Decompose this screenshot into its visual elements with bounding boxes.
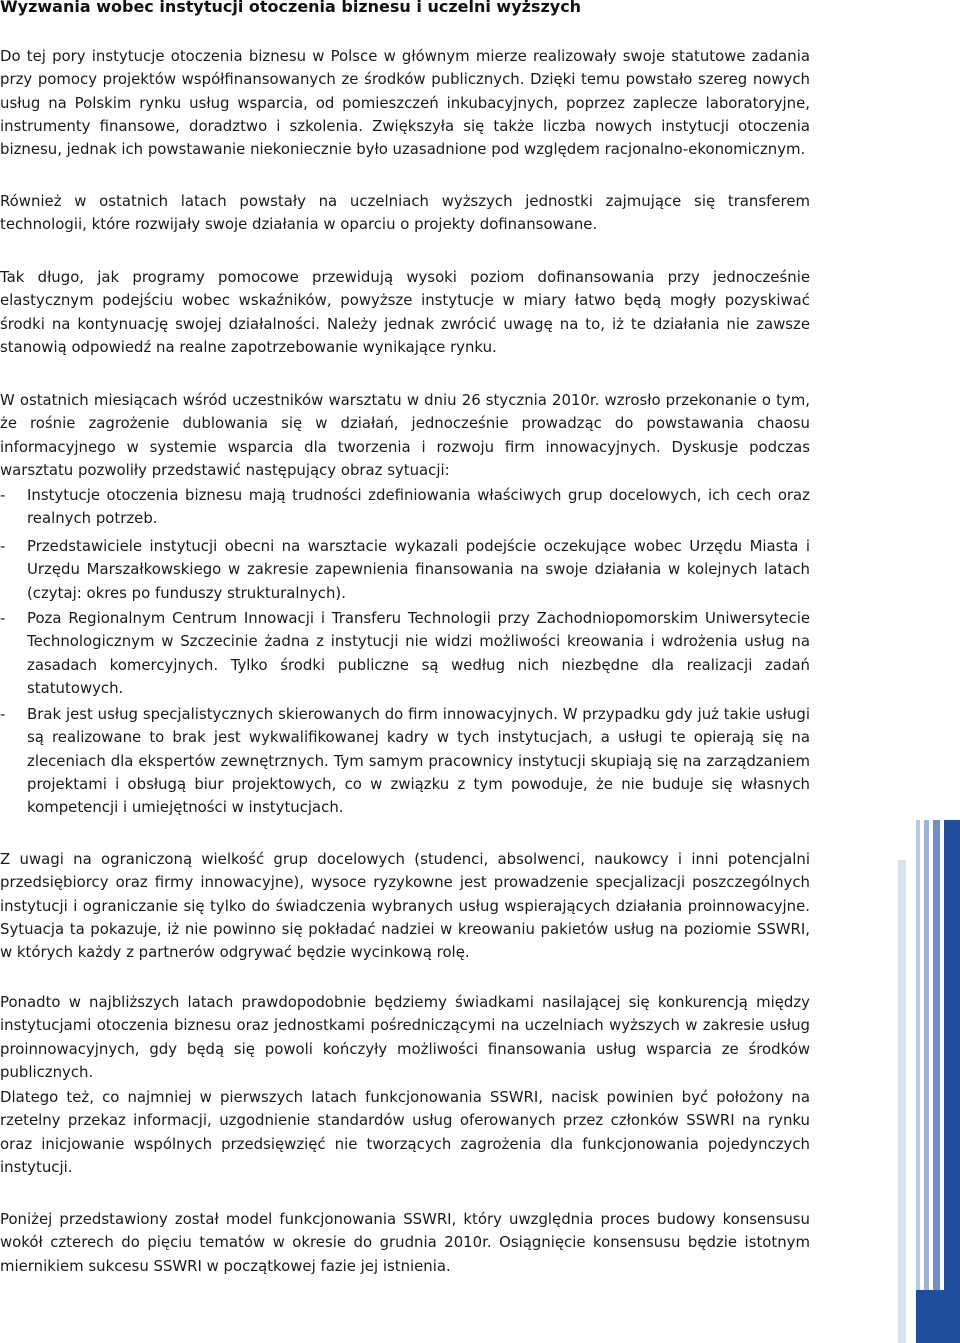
- list-item-text: Przedstawiciele instytucji obecni na warsztacie wykazali podejście oczekujące wobec Urzędu Miasta i Urzędu Marszałkowskiego w zakresie zapewnienia finansowania na swoje działania w kolejnych latach (czytaj: okres po funduszy strukturalnych).: [27, 537, 810, 602]
- list-dash: -: [0, 609, 6, 627]
- list-dash: -: [0, 486, 6, 504]
- page-decoration-bars: [870, 820, 960, 1343]
- list-item: [0, 607, 810, 700]
- list-item-text: Poza Regionalnym Centrum Innowacji i Transferu Technologii przy Zachodniopomorskim Uniwersytecie Technologicznym w Szczecinie żadna z instytucji nie widzi możliwości kreowania i wdrożenia usług na zasadach komercyjnych. Tylko środki publiczne są według nich niezbędne dla realizacji zadań statutowych.: [27, 609, 810, 697]
- list-item: [0, 703, 810, 819]
- paragraph-5: Z uwagi na ograniczoną wielkość grup docelowych (studenci, absolwenci, naukowcy i inni potencjalni przedsiębiorcy oraz firmy innowacyjne), wysoce ryzykowne jest prowadzenie specjalizacji poszczególnych instytucji i ograniczanie się tylko do świadczenia wybranych usług wspierających działania proinnowacyjne. Sytuacja ta pokazuje, iż nie powinno się pokładać nadziei w kreowaniu pakietów usług na poziomie SSWRI, w których każdy z partnerów odgrywać będzie wycinkową rolę.: [0, 850, 810, 962]
- paragraph-6: Ponadto w najbliższych latach prawdopodobnie będziemy świadkami nasilającej się konkurencją między instytucjami otoczenia biznesu oraz jednostkami pośredniczącymi na uczelniach wyższych w zakresie usług proinnowacyjnych, gdy będą się powoli kończyły możliwości finansowania usług wsparcia ze środków publicznych.: [0, 993, 810, 1081]
- section-title: Wyzwania wobec instytucji otoczenia biznesu i uczelni wyższych: [0, 0, 582, 16]
- paragraph-8: Poniżej przedstawiony został model funkcjonowania SSWRI, który uwzględnia proces budowy konsensusu wokół czterech do pięciu tematów w okresie do grudnia 2010r. Osiągnięcie konsensusu będzie istotnym miernikiem sukcesu SSWRI w początkowej fazie jej istnienia.: [0, 1210, 810, 1275]
- list-item: [0, 484, 810, 531]
- paragraph-7: Dlatego też, co najmniej w pierwszych latach funkcjonowania SSWRI, nacisk powinien być położony na rzetelny przekaz informacji, uzgodnienie standardów usług oferowanych przez członków SSWRI na rynku oraz inicjowanie wspólnych przedsięwzięć nie tworzących zagrożenia dla funkcjonowania pojedynczych instytucji.: [0, 1088, 810, 1176]
- list-item: [0, 535, 810, 605]
- list-dash: -: [0, 537, 6, 555]
- paragraph-4: W ostatnich miesiącach wśród uczestników warsztatu w dniu 26 stycznia 2010r. wzrosło przekonanie o tym, że rośnie zagrożenie dublowania się w działań, jednocześnie prowadząc do powstawania chaosu informacyjnego w systemie wsparcia dla tworzenia i rozwoju firm innowacyjnych. Dyskusje podczas warsztatu pozwoliły przedstawić następujący obraz sytuacji:: [0, 391, 810, 479]
- page-number: 11: [861, 1312, 875, 1326]
- list-item-text: Instytucje otoczenia biznesu mają trudności zdefiniowania właściwych grup docelowych, ich cech oraz realnych potrzeb.: [27, 486, 810, 528]
- paragraph-1: Do tej pory instytucje otoczenia biznesu w Polsce w głównym mierze realizowały swoje statutowe zadania przy pomocy projektów współfinansowanych ze środków publicznych. Dzięki temu powstało szereg nowych usług na Polskim rynku usług wsparcia, od pomieszczeń inkubacyjnych, poprzez zaplecze laboratoryjne, instrumenty finansowe, doradztwo i szkolenia. Zwiększyła się także liczba nowych instytucji otoczenia biznesu, jednak ich powstawanie niekoniecznie było uzasadnione pod względem racjonalno-ekonomicznym.: [0, 47, 810, 159]
- paragraph-2: Również w ostatnich latach powstały na uczelniach wyższych jednostki zajmujące się transferem technologii, które rozwijały swoje działania w oparciu o projekty dofinansowane.: [0, 192, 810, 234]
- list-item-text: Brak jest usług specjalistycznych skierowanych do firm innowacyjnych. W przypadku gdy już takie usługi są realizowane to brak jest wykwalifikowanej kadry w tych instytucjach, a usługi te opierają się na zleceniach dla ekspertów zewnętrznych. Tym samym pracownicy instytucji skupiają się na zarządzaniem projektami i obsługą biur projektowych, co w związku z tym powoduje, że nie buduje się własnych kompetencji i umiejętności w instytucjach.: [27, 705, 810, 817]
- list-dash: -: [0, 705, 6, 723]
- paragraph-3: Tak długo, jak programy pomocowe przewidują wysoki poziom dofinansowania przy jednocześnie elastycznym podejściu wobec wskaźników, powyższe instytucje w miary łatwo będą mogły pozyskiwać środki na kontynuację swojej działalności. Należy jednak zwrócić uwagę na to, iż te działania nie zawsze stanowią odpowiedź na realne zapotrzebowanie wynikające rynku.: [0, 268, 810, 356]
